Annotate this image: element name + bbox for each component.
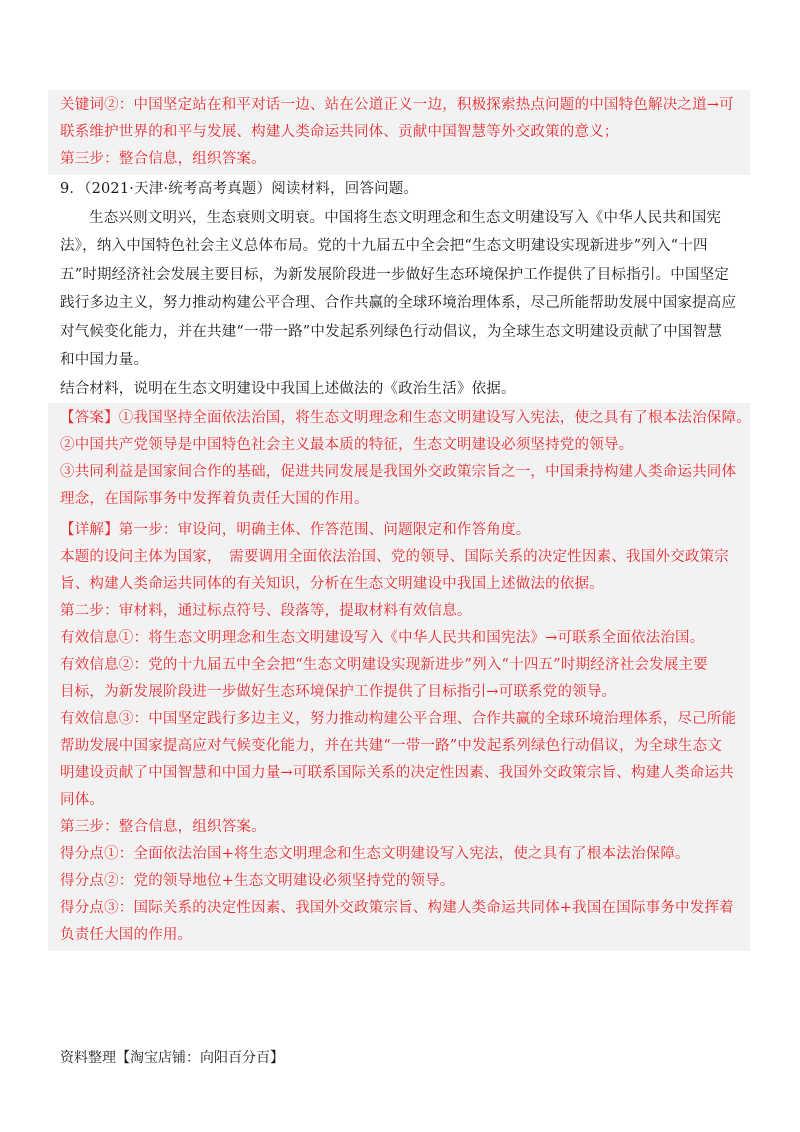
detail-line: 负责任大国的作用。 — [60, 927, 193, 943]
detail-line: 第二步：审材料，通过标点符号、段落等，提取材料有效信息。 — [60, 603, 472, 619]
material-line: 五”时期经济社会发展主要目标，为新发展阶段进一步做好生态环境保护工作提供了目标指引。中国坚定 — [60, 266, 730, 283]
detail-line: 得分点①：全面依法治国+将生态文明理念和生态文明建设写入宪法，使之具有了根本法治保障。 — [60, 846, 690, 862]
text-line: 第三步：整合信息，组织答案。 — [60, 151, 266, 167]
material-line: 法》，纳入中国特色社会主义总体布局。党的十九届五中全会把“生态文明建设实现新进步”列入“十四 — [60, 238, 708, 254]
question-block — [60, 175, 742, 403]
question-prompt: 结合材料，说明在生态文明建设中我国上述做法的《政治生活》依据。 — [60, 380, 516, 397]
text-line: 联系维护世界的和平与发展、构建人类命运共同体、贡献中国智慧等外交政策的意义； — [60, 124, 619, 140]
material-line: 生态兴则文明兴，生态衰则文明衰。中国将生态文明理念和生态文明建设写入《中华人民共和国宪 — [89, 209, 722, 226]
answer-line: ③共同利益是国家间合作的基础，促进共同发展是我国外交政策宗旨之一，中国秉持构建人类命运共同体 — [60, 464, 737, 480]
answer-line: 理念，在国际事务中发挥着负责任大国的作用。 — [60, 491, 369, 507]
detail-line: 有效信息③：中国坚定践行多边主义，努力推动构建公平合理、合作共赢的全球环境治理体系，尽己所能 — [60, 711, 737, 727]
answer-line: 【答案】①我国坚持全面依法治国，将生态文明理念和生态文明建设写入宪法，使之具有了根本法治保障。 — [60, 410, 751, 426]
detail-line: 旨、构建人类命运共同体的有关知识，分析在生态文明建设中我国上述做法的依据。 — [60, 576, 604, 592]
material-line: 对气候变化能力，并在共建“一带一路”中发起系列绿色行动倡议，为全球生态文明建设贡献了中国智慧 — [60, 323, 723, 340]
material-line: 和中国力量。 — [60, 352, 149, 368]
detail-line: 第三步：整合信息，组织答案。 — [60, 819, 266, 835]
detail-line: 得分点③：国际关系的决定性因素、我国外交政策宗旨、构建人类命运共同体+我国在国际事务中发挥着 — [60, 900, 734, 916]
detail-line: 得分点②：党的领导地位+生态文明建设必须坚持党的领导。 — [60, 873, 455, 889]
detail-line: 帮助发展中国家提高应对气候变化能力，并在共建“一带一路”中发起系列绿色行动倡议，为全球生态文 — [60, 738, 723, 754]
detail-line: 有效信息①：将生态文明理念和生态文明建设写入《中华人民共和国宪法》→可联系全面依法治国。 — [60, 630, 705, 646]
text-line: 关键词②：中国坚定站在和平对话一边、站在公道正义一边，积极探索热点问题的中国特色解决之道→可 — [60, 97, 734, 113]
detail-line: 同体。 — [60, 792, 105, 808]
detail-line: 有效信息②：党的十九届五中全会把“生态文明建设实现新进步”列入“十四五”时期经济社会发展主要 — [60, 657, 708, 673]
answer-line: ②中国共产党领导是中国特色社会主义最本质的特征，生态文明建设必须坚持党的领导。 — [60, 437, 634, 453]
detail-line: 明建设贡献了中国智慧和中国力量→可联系国际关系的决定性因素、我国外交政策宗旨、构建人类命运共 — [60, 765, 734, 781]
answer-block — [48, 403, 750, 951]
document-page — [60, 90, 751, 951]
detail-line: 目标，为新发展阶段进一步做好生态环境保护工作提供了目标指引→可联系党的领导。 — [60, 684, 617, 700]
detail-line: 本题的设问主体为国家， 需要调用全面依法治国、党的领导、国际关系的决定性因素、我国外交政策宗 — [60, 549, 729, 565]
detail-line: 【详解】第一步：审设问，明确主体、作答范围、问题限定和作答角度。 — [60, 522, 531, 538]
page-footer: 资料整理【淘宝店铺：向阳百分百】 — [60, 1050, 284, 1066]
material-line: 践行多边主义，努力推动构建公平合理、合作共赢的全球环境治理体系，尽己所能帮助发展中国家提高应 — [60, 295, 737, 311]
question-number-line: 9．（2021·天津·统考高考真题）阅读材料，回答问题。 — [60, 181, 419, 197]
previous-explanation-block — [48, 90, 750, 175]
